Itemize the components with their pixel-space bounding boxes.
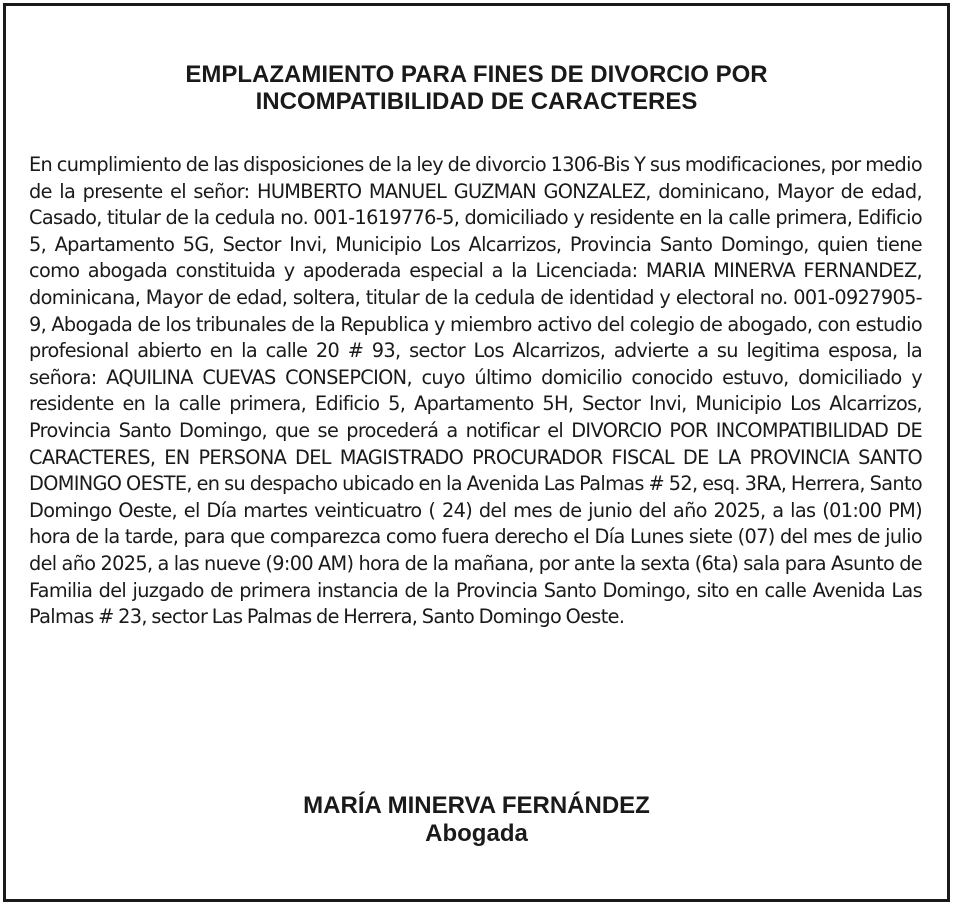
notice-title-line-1: EMPLAZAMIENTO PARA FINES DE DIVORCIO POR [185,61,768,88]
signature-name: MARÍA MINERVA FERNÁNDEZ [303,792,650,819]
legal-notice [3,3,950,902]
signature-block [6,792,947,848]
notice-body [29,152,922,631]
notice-title-line-2: INCOMPATIBILIDAD DE CARACTERES [255,88,698,115]
notice-title [6,61,947,115]
signature-role: Abogada [425,820,528,847]
notice-body-paragraph: En cumplimiento de las disposiciones de la ley de divorcio 1306-Bis Y sus modificaciones, por medio de la presente el señor: HUMBERTO MANUEL GUZMAN GONZALEZ, dominicano, Mayor de edad, Casado, titular de la cedula no. 001-1619776-5, domiciliado y residente en la calle primera, Edificio 5, Apartamento 5G, Sector Invi, Municipio Los Alcarrizos, Provincia Santo Domingo, quien tiene como abogada constituida y apoderada especial a la Licenciada: MARIA MINERVA FERNANDEZ, dominicana, Mayor de edad, soltera, titular de la cedula de identidad y electoral no. 001-0927905-9, Abogada de los tribunales de la Republica y miembro activo del colegio de abogado, con estudio profesional abierto en la calle 20 # 93, sector Los Alcarrizos, advierte a su legitima esposa, la señora: AQUILINA CUEVAS CONSEPCION, cuyo último domicilio conocido estuvo, domiciliado y residente en la calle primera, Edificio 5, Apartamento 5H, Sector Invi, Municipio Los Alcarrizos, Provincia Santo Domingo, que se procederá a notificar el DIVORCIO POR INCOMPATIBILIDAD DE CARACTERES, EN PERSONA DEL MAGISTRADO PROCURADOR FISCAL DE LA PROVINCIA SANTO DOMINGO OESTE, en su despacho ubicado en la Avenida Las Palmas # 52, esq. 3RA, Herrera, Santo Domingo Oeste, el Día martes veinticuatro ( 24) del mes de junio del año 2025, a las (01:00 PM) hora de la tarde, para que comparezca como fuera derecho el Día Lunes siete (07) del mes de julio del año 2025, a las nueve (9:00 AM) hora de la mañana, por ante la sexta (6ta) sala para Asunto de Familia del juzgado de primera instancia de la Provincia Santo Domingo, sito en calle Avenida Las Palmas # 23, sector Las Palmas de Herrera, Santo Domingo Oeste. [29,153,922,629]
